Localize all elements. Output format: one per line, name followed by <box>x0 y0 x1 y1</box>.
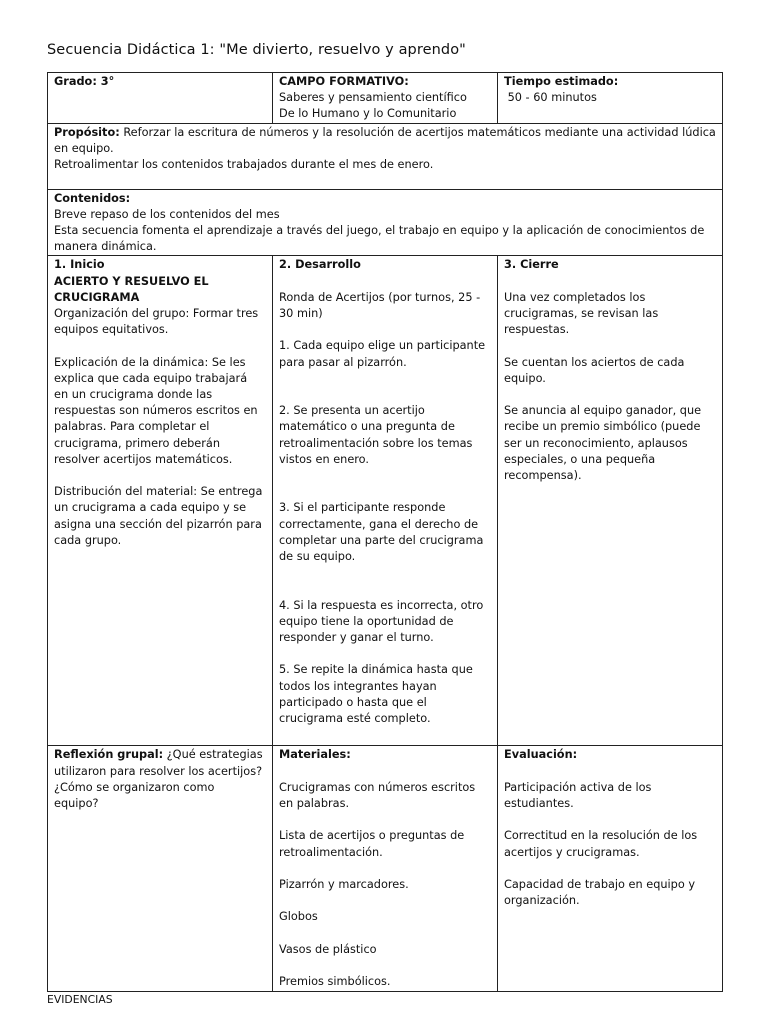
inicio-text: palabras. Para completar el <box>54 420 210 434</box>
reflexion-label: Reflexión grupal: <box>54 748 164 762</box>
contenidos-cell <box>48 189 723 256</box>
cierre-text: equipo. <box>504 371 546 385</box>
proposito-cell <box>48 123 723 189</box>
campo-label: CAMPO FORMATIVO: <box>279 75 409 88</box>
desarrollo-text: equipo tiene la oportunidad de <box>279 614 454 628</box>
inicio-text: Distribución del material: Se entrega <box>54 485 263 499</box>
grado-label: Grado: 3° <box>54 75 115 88</box>
desarrollo-text: vistos en enero. <box>279 452 369 466</box>
evaluacion-item: estudiantes. <box>504 797 574 811</box>
desarrollo-text: crucigrama esté completo. <box>279 711 431 725</box>
cierre-text: recibe un premio simbólico (puede <box>504 420 701 434</box>
inicio-subheading: CRUCIGRAMA <box>54 290 140 304</box>
inicio-text: equipos equitativos. <box>54 323 169 337</box>
reflexion-cell <box>48 746 273 992</box>
inicio-text: asigna una sección del pizarrón para <box>54 517 262 531</box>
materiales-item: Premios simbólicos. <box>279 975 391 989</box>
cierre-heading: 3. Cierre <box>504 258 559 272</box>
materiales-item: Lista de acertijos o preguntas de <box>279 829 465 843</box>
desarrollo-text: Ronda de Acertijos (por turnos, 25 - <box>279 290 481 304</box>
desarrollo-text: correctamente, gana el derecho de <box>279 517 479 531</box>
cierre-text: recompensa). <box>504 469 582 483</box>
proposito-text: Reforzar la escritura de números y la resolución de acertijos matemáticos mediante una actividad lúdica <box>119 125 716 139</box>
evaluacion-cell <box>498 746 723 992</box>
evaluacion-label: Evaluación: <box>504 748 578 762</box>
materiales-item: Crucigramas con números escritos <box>279 780 476 794</box>
evaluacion-item: Capacidad de trabajo en equipo y <box>504 878 696 891</box>
evaluacion-item: Correctitud en la resolución de los <box>504 829 698 843</box>
materiales-item: Vasos de plástico <box>279 942 377 956</box>
materiales-item: en palabras. <box>279 797 350 811</box>
desarrollo-text: completar una parte del crucigrama <box>279 533 484 547</box>
inicio-text: respuestas son números escritos en <box>54 404 258 418</box>
desarrollo-text: 30 min) <box>279 307 323 321</box>
inicio-heading: 1. Inicio <box>54 258 105 272</box>
evidencias-heading: EVIDENCIAS <box>47 993 113 1006</box>
inicio-text: cada grupo. <box>54 533 122 547</box>
inicio-text: crucigrama, primero deberán <box>54 436 220 450</box>
document-title: Secuencia Didáctica 1: "Me divierto, resuelvo y aprendo" <box>47 42 466 58</box>
contenidos-text: Esta secuencia fomenta el aprendizaje a través del juego, el trabajo en equipo y la aplicación de conocimientos de <box>54 224 705 238</box>
inicio-cell <box>48 256 273 746</box>
materiales-label: Materiales: <box>279 748 351 762</box>
inicio-text: explica que cada equipo trabajará <box>54 371 248 385</box>
cierre-cell <box>498 256 723 746</box>
desarrollo-text: 1. Cada equipo elige un participante <box>279 339 486 353</box>
materiales-item: Globos <box>279 910 318 924</box>
desarrollo-text: responder y ganar el turno. <box>279 630 434 644</box>
evaluacion-item: organización. <box>504 894 580 908</box>
desarrollo-text: 3. Si el participante responde <box>279 501 446 515</box>
desarrollo-text: todos los integrantes hayan <box>279 679 437 693</box>
materiales-cell <box>273 746 498 992</box>
reflexion-text: ¿Cómo se organizaron como <box>54 780 215 794</box>
materiales-item: Pizarrón y marcadores. <box>279 878 409 891</box>
tiempo-label: Tiempo estimado: <box>504 75 619 88</box>
cierre-text: ser un reconocimiento, aplausos <box>504 436 688 450</box>
phases-row <box>48 256 723 746</box>
grado-cell <box>48 73 273 124</box>
desarrollo-text: participado o hasta que el <box>279 695 427 709</box>
campo-cell <box>273 73 498 124</box>
tiempo-cell <box>498 73 723 124</box>
inicio-text: Organización del grupo: Formar tres <box>54 307 259 321</box>
desarrollo-heading: 2. Desarrollo <box>279 258 361 272</box>
reflexion-text: ¿Qué estrategias <box>163 748 263 762</box>
desarrollo-text: para pasar al pizarrón. <box>279 355 407 369</box>
inicio-subheading: ACIERTO Y RESUELVO EL <box>54 274 209 288</box>
cierre-text: especiales, o una pequeña <box>504 452 656 466</box>
desarrollo-text: matemático o una pregunta de <box>279 420 455 434</box>
inicio-text: resolver acertijos matemáticos. <box>54 452 233 466</box>
cierre-text: Una vez completados los <box>504 290 646 304</box>
inicio-text: Explicación de la dinámica: Se les <box>54 355 246 369</box>
contenidos-text: Breve repaso de los contenidos del mes <box>54 207 280 221</box>
desarrollo-text: 2. Se presenta un acertijo <box>279 404 425 418</box>
cierre-text: Se cuentan los aciertos de cada <box>504 355 685 369</box>
inicio-text: en un crucigrama donde las <box>54 388 213 402</box>
desarrollo-text: 4. Si la respuesta es incorrecta, otro <box>279 598 484 612</box>
contenidos-text: manera dinámica. <box>54 240 157 254</box>
desarrollo-cell <box>273 256 498 746</box>
contenidos-row <box>48 189 723 256</box>
reflexion-text: utilizaron para resolver los acertijos? <box>54 764 263 778</box>
proposito-label: Propósito: <box>54 125 120 139</box>
closing-row <box>48 746 723 992</box>
tiempo-value: 50 - 60 minutos <box>504 91 597 105</box>
campo-line: Saberes y pensamiento científico <box>279 91 467 105</box>
evaluacion-item: acertijos y crucigramas. <box>504 845 640 859</box>
inicio-text: un crucigrama a cada equipo y se <box>54 501 247 515</box>
evaluacion-item: Participación activa de los <box>504 780 652 794</box>
desarrollo-text: de su equipo. <box>279 549 356 563</box>
header-row <box>48 73 723 124</box>
contenidos-label: Contenidos: <box>54 191 131 205</box>
cierre-text: Se anuncia al equipo ganador, que <box>504 404 702 418</box>
desarrollo-text: retroalimentación sobre los temas <box>279 436 473 450</box>
proposito-text: Retroalimentar los contenidos trabajados durante el mes de enero. <box>54 158 434 172</box>
cierre-text: respuestas. <box>504 323 570 337</box>
cierre-text: crucigramas, se revisan las <box>504 307 659 321</box>
sequence-table <box>47 72 723 992</box>
materiales-item: retroalimentación. <box>279 845 383 859</box>
desarrollo-text: 5. Se repite la dinámica hasta que <box>279 663 473 677</box>
proposito-row <box>48 123 723 189</box>
proposito-text: en equipo. <box>54 141 114 155</box>
campo-line: De lo Humano y lo Comunitario <box>279 107 457 121</box>
reflexion-text: equipo? <box>54 797 99 811</box>
